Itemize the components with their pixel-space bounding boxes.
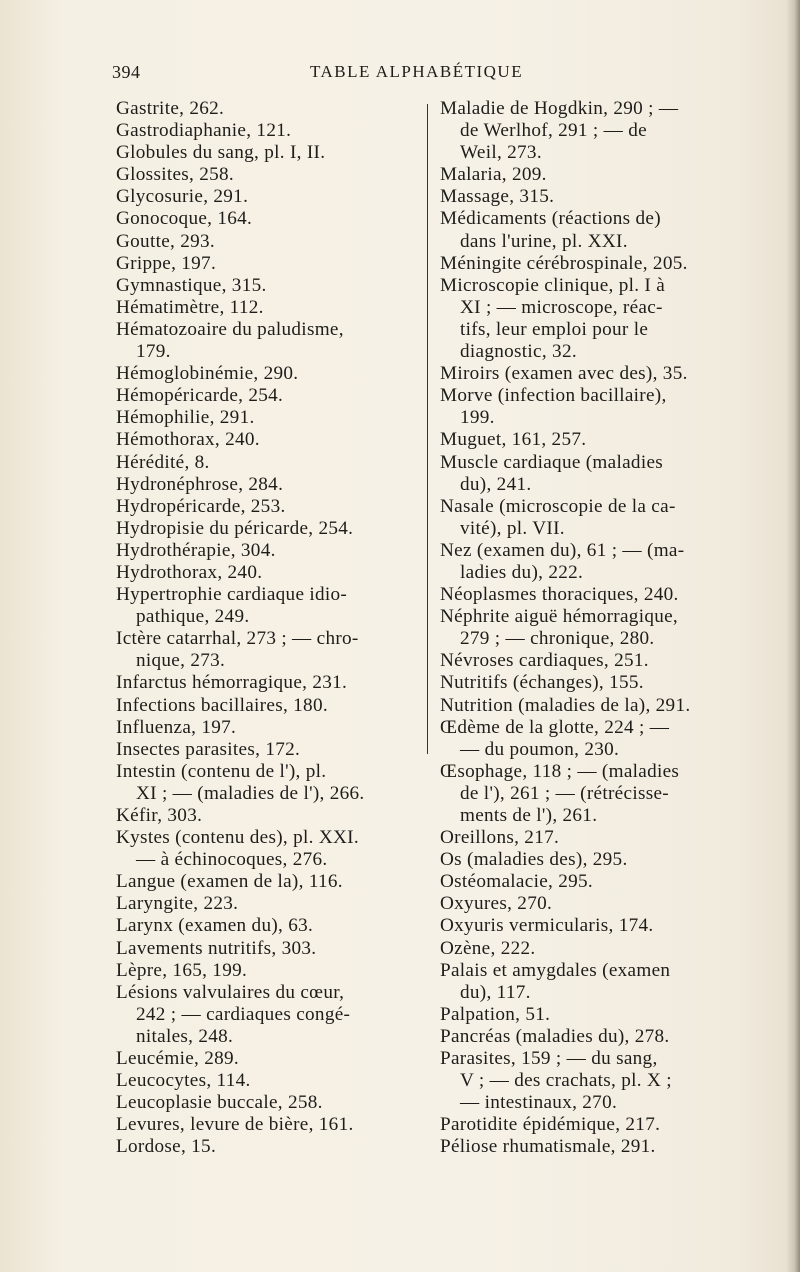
index-entry: Hydronéphrose, 284. — [116, 473, 284, 495]
index-entry: Œsophage, 118 ; — (maladies — [440, 760, 680, 782]
index-entry-continuation: 242 ; — cardiaques congé- — [136, 1003, 351, 1025]
index-entry: Gymnastique, 315. — [116, 274, 267, 296]
index-entry: Hématimètre, 112. — [116, 296, 264, 318]
index-entry: Leucocytes, 114. — [116, 1070, 251, 1092]
index-entry: Lavements nutritifs, 303. — [116, 937, 317, 959]
index-entry: Néphrite aiguë hémorragique, — [440, 606, 679, 628]
page-edge-shadow — [786, 0, 800, 1272]
index-entry: Globules du sang, pl. I, II. — [116, 142, 326, 164]
index-entry: Nez (examen du), 61 ; — (ma- — [440, 539, 685, 561]
index-entry-continuation: pathique, 249. — [136, 606, 250, 628]
index-entry: Méningite cérébrospinale, 205. — [440, 252, 688, 274]
index-entry: Leucémie, 289. — [116, 1048, 240, 1070]
index-entry: Nutrition (maladies de la), 291. — [440, 694, 691, 716]
index-entry: Intestin (contenu de l'), pl. — [116, 760, 327, 782]
index-entry: Parasites, 159 ; — du sang, — [440, 1048, 658, 1070]
index-entry: Miroirs (examen avec des), 35. — [440, 363, 688, 385]
index-entry: Médicaments (réactions de) — [440, 208, 661, 230]
index-entry: Laryngite, 223. — [116, 893, 239, 915]
index-entry: Glycosurie, 291. — [116, 186, 249, 208]
index-entry: Parotidite épidémique, 217. — [440, 1114, 661, 1136]
index-entry-continuation: 199. — [460, 407, 495, 429]
index-entry: Lordose, 15. — [116, 1136, 217, 1158]
index-entry-continuation: — intestinaux, 270. — [460, 1092, 618, 1114]
index-entry: Oxyures, 270. — [440, 893, 553, 915]
index-entry-continuation: tifs, leur emploi pour le — [460, 318, 649, 340]
index-entry: Oreillons, 217. — [440, 827, 560, 849]
index-entry: Péliose rhumatismale, 291. — [440, 1136, 656, 1158]
index-entry: Nutritifs (échanges), 155. — [440, 672, 644, 694]
index-entry: Hydropéricarde, 253. — [116, 495, 286, 517]
index-entry-continuation: vité), pl. VII. — [460, 517, 565, 539]
index-entry: Ictère catarrhal, 273 ; — chro- — [116, 628, 359, 650]
index-entry: Oxyuris vermicularis, 174. — [440, 915, 654, 937]
index-entry: Pancréas (maladies du), 278. — [440, 1025, 670, 1047]
index-entry: Hérédité, 8. — [116, 451, 210, 473]
index-entry: Ozène, 222. — [440, 937, 536, 959]
index-entry: Nasale (microscopie de la ca- — [440, 495, 676, 517]
page-header — [112, 62, 752, 86]
column-divider — [427, 104, 428, 754]
index-entry: Microscopie clinique, pl. I à — [440, 274, 666, 296]
index-entry: Hydropisie du péricarde, 254. — [116, 517, 354, 539]
index-entry-continuation: du), 241. — [460, 473, 532, 495]
index-entry: Levures, levure de bière, 161. — [116, 1114, 354, 1136]
index-entry: Hydrothérapie, 304. — [116, 539, 276, 561]
index-entry: Massage, 315. — [440, 186, 555, 208]
index-entry-continuation: — du poumon, 230. — [460, 738, 620, 760]
index-entry: Hématozoaire du paludisme, — [116, 318, 344, 340]
index-entry: Hémothorax, 240. — [116, 429, 260, 451]
index-entry: Infections bacillaires, 180. — [116, 694, 328, 716]
running-title: TABLE ALPHABÉTIQUE — [310, 62, 524, 81]
index-entry: Palpation, 51. — [440, 1003, 551, 1025]
index-entry: Hémoglobinémie, 290. — [116, 363, 299, 385]
index-entry: Insectes parasites, 172. — [116, 738, 301, 760]
index-entry: Leucoplasie buccale, 258. — [116, 1092, 323, 1114]
index-entry: Muscle cardiaque (maladies — [440, 451, 664, 473]
index-entry: Lésions valvulaires du cœur, — [116, 981, 345, 1003]
index-entry: Hydrothorax, 240. — [116, 561, 263, 583]
index-entry-continuation: ments de l'), 261. — [460, 805, 598, 826]
index-column-left — [116, 98, 416, 1159]
index-entry: Goutte, 293. — [116, 230, 215, 252]
index-entry: Ostéomalacie, 295. — [440, 871, 593, 893]
index-entry: Palais et amygdales (examen — [440, 959, 671, 981]
index-entry: Kéfir, 303. — [116, 805, 203, 826]
index-entry-continuation: 179. — [136, 341, 171, 363]
index-entry: Gastrite, 262. — [116, 98, 225, 119]
index-entry-continuation: diagnostic, 32. — [460, 341, 577, 363]
index-entry: Gastrodiaphanie, 121. — [116, 120, 292, 142]
index-entry-continuation: Weil, 273. — [460, 142, 542, 164]
index-entry: Infarctus hémorragique, 231. — [116, 672, 348, 694]
index-entry: Grippe, 197. — [116, 252, 217, 274]
index-column-right — [440, 98, 760, 1159]
index-entry: Maladie de Hogdkin, 290 ; — — [440, 98, 679, 119]
index-entry: Gonocoque, 164. — [116, 208, 253, 230]
index-entry: Hémopéricarde, 254. — [116, 385, 284, 407]
index-entry: Influenza, 197. — [116, 716, 237, 738]
index-entry-continuation: de Werlhof, 291 ; — de — [460, 120, 647, 142]
index-entry: Muguet, 161, 257. — [440, 429, 587, 451]
index-entry-continuation: — à échinocoques, 276. — [136, 849, 328, 871]
index-entry-continuation: dans l'urine, pl. XXI. — [460, 230, 628, 252]
index-entry-continuation: nitales, 248. — [136, 1025, 234, 1047]
index-entry: Os (maladies des), 295. — [440, 849, 628, 871]
index-entry: Larynx (examen du), 63. — [116, 915, 314, 937]
index-entry: Névroses cardiaques, 251. — [440, 650, 649, 672]
index-entry-continuation: V ; — des crachats, pl. X ; — [460, 1070, 672, 1092]
index-entry-continuation: XI ; — (maladies de l'), 266. — [136, 782, 365, 804]
index-entry: Lèpre, 165, 199. — [116, 959, 248, 981]
index-entry: Morve (infection bacillaire), — [440, 385, 667, 407]
index-entry-continuation: de l'), 261 ; — (rétrécisse- — [460, 782, 669, 804]
index-entry: Malaria, 209. — [440, 164, 547, 186]
index-entry: Kystes (contenu des), pl. XXI. — [116, 827, 359, 849]
index-entry: Néoplasmes thoraciques, 240. — [440, 584, 679, 606]
index-entry-continuation: nique, 273. — [136, 650, 226, 672]
index-entry: Hémophilie, 291. — [116, 407, 255, 429]
index-entry-continuation: ladies du), 222. — [460, 561, 584, 583]
index-entry-continuation: 279 ; — chronique, 280. — [460, 628, 655, 650]
index-entry: Glossites, 258. — [116, 164, 235, 186]
index-entry: Hypertrophie cardiaque idio- — [116, 584, 348, 606]
page-number: 394 — [112, 62, 141, 82]
index-entry-continuation: XI ; — microscope, réac- — [460, 296, 663, 318]
index-entry-continuation: du), 117. — [460, 981, 531, 1003]
index-entry: Langue (examen de la), 116. — [116, 871, 343, 893]
index-entry: Œdème de la glotte, 224 ; — — [440, 716, 670, 738]
